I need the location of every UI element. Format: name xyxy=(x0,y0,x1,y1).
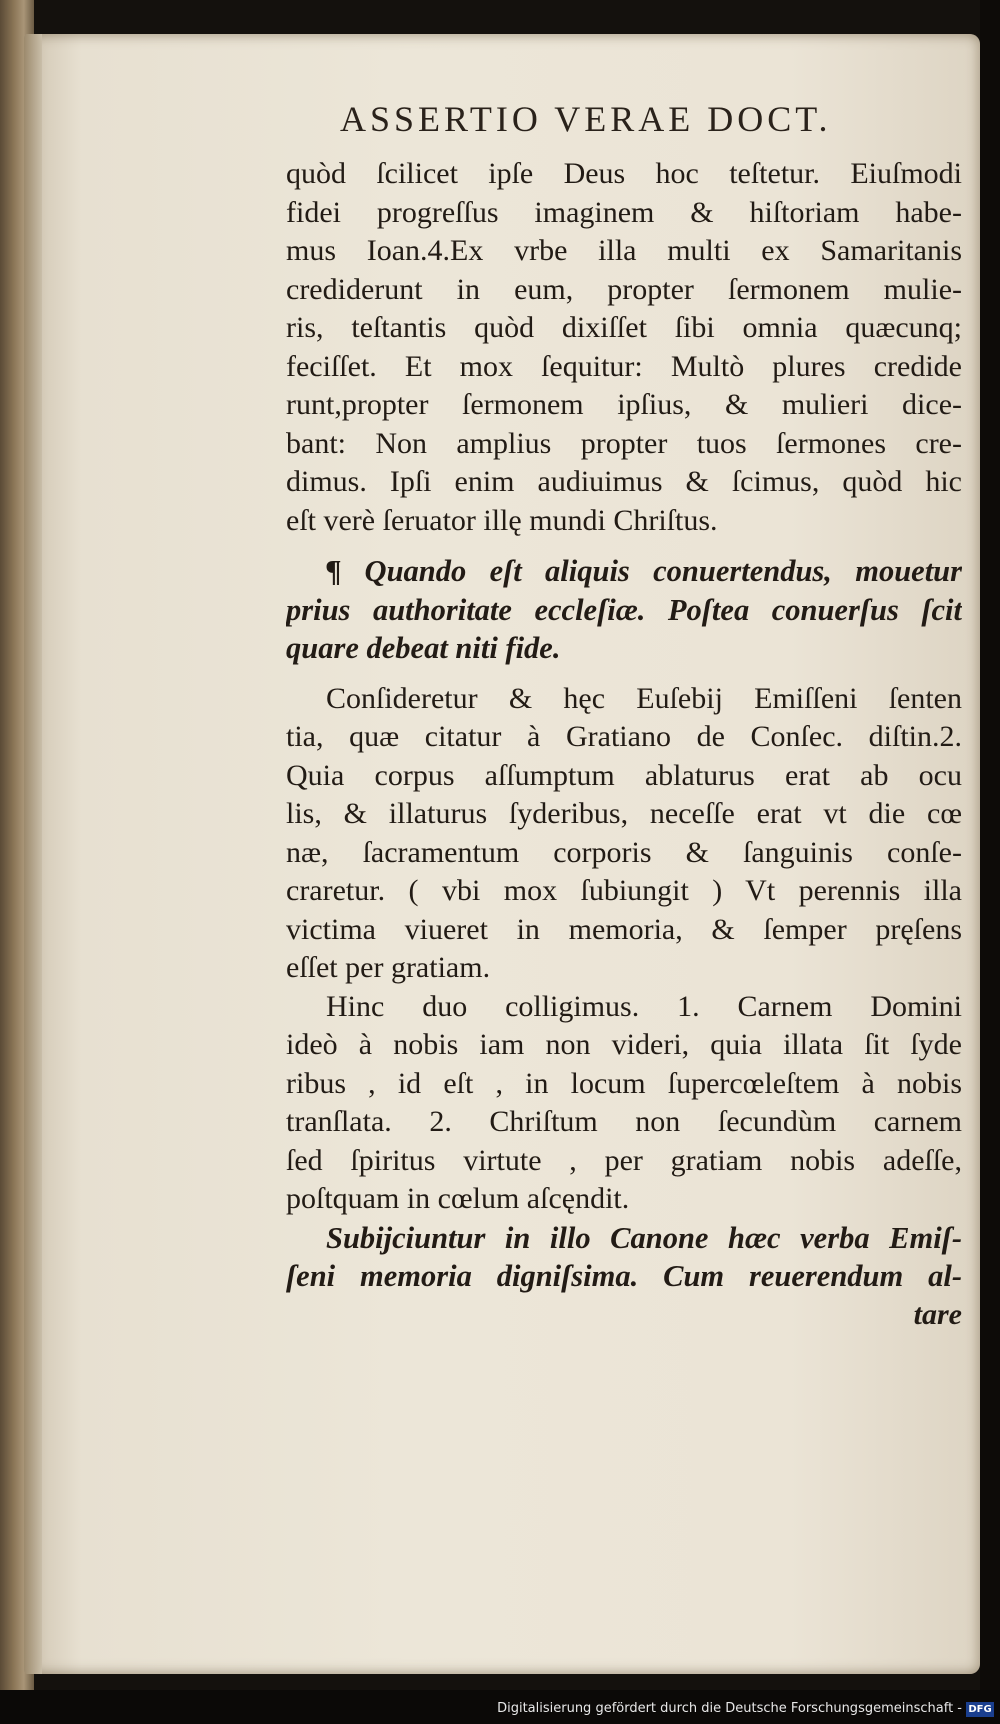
text-line: craretur. ( vbi mox ſubiungit ) Vt perennis illa xyxy=(286,874,962,907)
text-line: runt,propter ſermonem ipſius, & mulieri dice‐ xyxy=(286,388,962,421)
text-line: eſſet per gratiam. xyxy=(286,951,491,984)
text-line: fidei progreſſus imaginem & hiſtoriam habe‐ xyxy=(286,195,962,229)
italic-text-line: Subijciuntur in illo Canone hæc verba Emiſ‐ xyxy=(326,1220,962,1255)
text-line: Quia corpus aſſumptum ablaturus erat ab ocu xyxy=(286,758,962,792)
text-line: crediderunt in eum, propter ſermonem mulie‐ xyxy=(286,272,962,306)
page-gutter xyxy=(24,34,42,1674)
dfg-logo: DFG xyxy=(966,1702,994,1717)
text-line: Conſideretur & hęc Euſebij Emiſſeni ſenten xyxy=(326,681,962,715)
text-line: victima viueret in memoria, & ſemper pręſens xyxy=(286,912,962,946)
text-line: dimus. Ipſi enim audiuimus & ſcimus, quòd hic xyxy=(286,465,962,498)
text-line: ris, teſtantis quòd dixiſſet ſibi omnia quæcunq; xyxy=(286,311,962,344)
italic-text-line: ¶ Quando eſt aliquis conuertendus, mouetur xyxy=(326,554,962,588)
digitization-credit: Digitalisierung gefördert durch die Deutsche Forschungsgemeinschaft - xyxy=(497,1701,962,1716)
text-line: feciſſet. Et mox ſequitur: Multò plures credide xyxy=(286,349,962,383)
footer-bar xyxy=(0,1690,1000,1724)
text-line: lis, & illaturus ſyderibus, neceſſe erat vt die cœ xyxy=(286,797,962,830)
text-line: ideò à nobis iam non videri, quia illata ſit ſyde xyxy=(286,1028,962,1061)
running-head: ASSERTIO VERAE DOCT. xyxy=(340,99,832,139)
italic-text-line: ſeni memoria digniſsima. Cum reuerendum al‐ xyxy=(286,1259,962,1293)
text-line: quòd ſcilicet ipſe Deus hoc teſtetur. Eiuſmodi xyxy=(286,157,962,190)
scan-right-border xyxy=(980,0,1000,1690)
paragraph-gap xyxy=(286,540,962,552)
catchword: tare xyxy=(913,1297,962,1331)
text-line: tranſlata. 2. Chriſtum non ſecundùm carnem xyxy=(286,1105,962,1138)
text-line: bant: Non amplius propter tuos ſermones cre‐ xyxy=(286,426,962,460)
page-text xyxy=(286,155,962,1334)
italic-text-line: quare debeat niti fide. xyxy=(286,631,561,665)
text-line: poſtquam in cœlum aſcęndit. xyxy=(286,1182,630,1215)
italic-text-line: prius authoritate eccleſiæ. Poſtea conuerſus ſcit xyxy=(286,592,962,627)
text-line: ribus , id eſt , in locum ſupercœleſtem à nobis xyxy=(286,1066,962,1100)
text-line: Hinc duo colligimus. 1. Carnem Domini xyxy=(326,989,962,1023)
text-line: ſed ſpiritus virtute , per gratiam nobis adeſſe, xyxy=(286,1143,962,1177)
text-line: mus Ioan.4.Ex vrbe illa multi ex Samaritanis xyxy=(286,234,962,267)
paragraph-gap xyxy=(286,668,962,680)
text-line: tia, quæ citatur à Gratiano de Conſec. diſtin.2. xyxy=(286,720,962,753)
text-line: eſt verè ſeruator illę mundi Chriſtus. xyxy=(286,503,718,537)
text-line: næ, ſacramentum corporis & ſanguinis conſe‐ xyxy=(286,835,962,869)
